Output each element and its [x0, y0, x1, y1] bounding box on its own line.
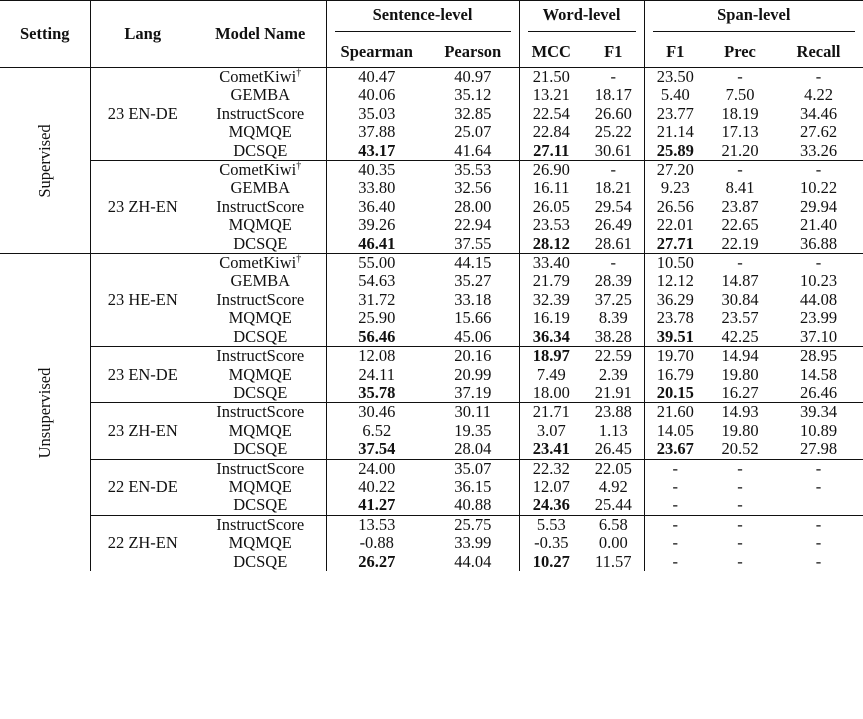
value-cell: 4.22	[804, 85, 833, 105]
value-cell: -	[737, 160, 743, 180]
value-cell: 35.12	[427, 86, 519, 104]
value-cell: 10.89	[799, 420, 838, 440]
model-name-cell	[195, 272, 326, 290]
value-cell: 30.11	[427, 403, 519, 422]
value-cell: 33.99	[427, 534, 519, 552]
model-name-cell	[195, 309, 326, 327]
value-cell: -	[737, 67, 743, 86]
table-row	[0, 403, 863, 422]
value-cell: 22.84	[532, 122, 570, 142]
value-cell: 35.53	[427, 161, 519, 180]
lang-cell: 22 ZH-EN	[107, 533, 178, 553]
model-name-cell	[195, 478, 326, 496]
value-cell: 39.34	[799, 402, 838, 422]
value-cell: 14.93	[721, 402, 759, 422]
value-cell: 23.87	[721, 196, 759, 216]
value-cell: -	[706, 496, 774, 515]
value-cell: 25.44	[583, 496, 644, 515]
setting-cell	[0, 68, 90, 254]
model-name: GEMBA	[230, 85, 291, 105]
lang-cell: 22 EN-DE	[90, 459, 195, 515]
value-cell: 39.26	[358, 215, 396, 235]
value-cell: 2.39	[583, 366, 644, 384]
model-name-cell	[195, 161, 326, 180]
value-cell: 19.80	[721, 420, 759, 440]
model-name: MQMQE	[228, 215, 292, 235]
value-cell: 25.89	[644, 142, 706, 161]
value-cell: 14.05	[656, 420, 694, 440]
value-cell: 28.39	[583, 272, 644, 290]
header-recall: Recall	[796, 41, 841, 61]
dagger-mark: †	[296, 67, 302, 79]
value-cell: 40.97	[427, 68, 519, 87]
table-row	[0, 68, 863, 87]
value-cell: 7.49	[536, 364, 566, 384]
model-name: CometKiwi	[219, 160, 297, 180]
value-cell: -	[644, 496, 706, 515]
value-cell: 40.47	[358, 67, 396, 86]
model-name-cell	[195, 459, 326, 478]
header-word-level: Word-level	[519, 1, 644, 38]
value-cell: 22.65	[721, 215, 759, 235]
value-cell: 18.17	[583, 86, 644, 104]
value-cell: 23.41	[519, 440, 583, 459]
model-name-cell	[195, 534, 326, 552]
model-name-cell	[195, 198, 326, 216]
value-cell: -	[815, 514, 822, 534]
value-cell: 7.50	[725, 85, 755, 105]
value-cell: 36.15	[427, 478, 519, 496]
value-cell: 25.75	[427, 515, 519, 534]
setting-label: Unsupervised	[34, 367, 54, 458]
model-name-cell	[195, 384, 326, 403]
value-cell: 20.16	[427, 347, 519, 366]
value-cell: 38.28	[583, 328, 644, 347]
setting-label: Supervised	[34, 123, 54, 198]
value-cell: -	[737, 458, 743, 478]
value-cell: 26.56	[656, 196, 694, 216]
model-name-cell	[195, 347, 326, 366]
value-cell: 28.00	[427, 198, 519, 216]
lang-cell: 23 HE-EN	[90, 254, 195, 347]
value-cell: 22.94	[427, 216, 519, 234]
value-cell: 24.00	[358, 458, 396, 478]
lang-cell: 23 ZH-EN	[90, 403, 195, 459]
value-cell: 33.18	[427, 291, 519, 309]
model-name: GEMBA	[230, 178, 291, 198]
value-cell: 19.80	[721, 364, 759, 384]
model-name: InstructScore	[216, 103, 305, 123]
value-cell: 42.25	[706, 328, 774, 347]
model-name-cell	[195, 142, 326, 161]
value-cell: 20.15	[644, 384, 706, 403]
value-cell: 22.54	[532, 103, 570, 123]
value-cell: 35.78	[326, 384, 427, 403]
value-cell: 22.32	[532, 458, 570, 478]
table-row	[0, 515, 863, 534]
model-name-cell	[195, 123, 326, 141]
model-name: DCSQE	[233, 326, 288, 346]
value-cell: 16.79	[656, 364, 694, 384]
value-cell: -	[737, 551, 743, 571]
value-cell: 11.57	[583, 553, 644, 571]
value-cell: 20.99	[427, 366, 519, 384]
header-spearman: Spearman	[340, 41, 413, 61]
value-cell: -	[672, 514, 679, 534]
value-cell: 21.71	[532, 402, 570, 422]
value-cell: 5.53	[536, 514, 566, 534]
value-cell: 8.39	[583, 309, 644, 327]
value-cell: 10.23	[799, 271, 838, 291]
model-name-cell	[195, 105, 326, 123]
value-cell: -	[583, 161, 644, 180]
value-cell: 34.46	[799, 103, 838, 123]
value-cell: 37.54	[326, 440, 427, 459]
value-cell: 3.07	[536, 420, 566, 440]
value-cell: 22.01	[656, 215, 694, 235]
value-cell: 28.95	[799, 346, 838, 366]
model-name-cell	[195, 254, 326, 273]
value-cell: 40.06	[358, 85, 396, 105]
value-cell: 37.55	[427, 235, 519, 254]
value-cell: -	[737, 253, 743, 273]
value-cell: 40.88	[427, 496, 519, 515]
value-cell: 26.46	[774, 384, 863, 403]
value-cell: 33.40	[532, 253, 570, 273]
value-cell: -	[815, 458, 822, 478]
model-name: DCSQE	[233, 495, 288, 515]
model-name-cell	[195, 291, 326, 309]
header-mcc: MCC	[531, 41, 571, 61]
model-name: InstructScore	[216, 514, 305, 534]
value-cell: 32.56	[427, 179, 519, 197]
value-cell: 23.53	[532, 215, 570, 235]
model-name: InstructScore	[216, 458, 305, 478]
value-cell: 26.49	[583, 216, 644, 234]
value-cell: 14.94	[721, 346, 759, 366]
header-setting: Setting	[0, 1, 90, 68]
value-cell: -	[815, 67, 822, 86]
header-span-level: Span-level	[644, 1, 863, 38]
value-cell: 28.61	[583, 235, 644, 254]
value-cell: 13.53	[358, 514, 396, 534]
model-name: InstructScore	[216, 402, 305, 422]
value-cell: -	[737, 476, 743, 496]
header-pearson: Pearson	[427, 37, 519, 68]
value-cell: 10.22	[799, 178, 838, 198]
value-cell: 19.70	[656, 346, 694, 366]
model-name: DCSQE	[233, 551, 288, 571]
value-cell: 44.08	[799, 289, 838, 309]
model-name-cell	[195, 553, 326, 571]
value-cell: 21.50	[532, 67, 570, 86]
value-cell: 1.13	[583, 422, 644, 440]
value-cell: 8.41	[725, 178, 755, 198]
value-cell: 25.07	[427, 123, 519, 141]
header-lang: Lang	[124, 23, 162, 43]
value-cell: 23.57	[721, 308, 759, 328]
value-cell: 44.04	[427, 553, 519, 571]
value-cell: 37.10	[774, 328, 863, 347]
model-name: MQMQE	[228, 364, 292, 384]
value-cell: 32.39	[532, 289, 570, 309]
value-cell: 36.29	[656, 289, 694, 309]
value-cell: 23.78	[656, 308, 694, 328]
value-cell: 22.05	[583, 459, 644, 478]
value-cell: 40.35	[358, 160, 396, 180]
value-cell: 41.27	[326, 496, 427, 515]
value-cell: 14.58	[799, 364, 838, 384]
value-cell: 25.90	[358, 308, 396, 328]
value-cell: 30.61	[583, 142, 644, 161]
value-cell: -	[583, 254, 644, 273]
model-name-cell	[195, 496, 326, 515]
value-cell: 35.07	[427, 459, 519, 478]
model-name: MQMQE	[228, 476, 292, 496]
model-name: MQMQE	[228, 122, 292, 142]
value-cell: 26.90	[532, 160, 570, 180]
model-name: CometKiwi	[219, 67, 297, 86]
table-row	[0, 459, 863, 478]
value-cell: 22.19	[721, 233, 759, 253]
value-cell: 46.41	[358, 233, 396, 253]
value-cell: 27.71	[656, 233, 694, 253]
value-cell: 23.88	[583, 403, 644, 422]
value-cell: 25.22	[583, 123, 644, 141]
value-cell: 5.40	[660, 85, 690, 105]
value-cell: 37.25	[583, 291, 644, 309]
value-cell: 26.45	[583, 440, 644, 459]
value-cell: 43.17	[326, 142, 427, 161]
value-cell: 23.50	[656, 67, 694, 86]
value-cell: 26.60	[583, 105, 644, 123]
value-cell: 35.27	[427, 272, 519, 290]
value-cell: 16.11	[533, 178, 570, 198]
model-name: DCSQE	[233, 382, 288, 402]
value-cell: 23.67	[644, 440, 706, 459]
value-cell: 36.40	[358, 196, 396, 216]
model-name: DCSQE	[233, 233, 288, 253]
setting-cell	[0, 254, 90, 571]
value-cell: 27.20	[656, 160, 694, 180]
value-cell: 21.60	[656, 402, 694, 422]
value-cell: 37.88	[358, 122, 396, 142]
value-cell: 32.85	[427, 105, 519, 123]
value-cell: 21.40	[799, 215, 838, 235]
value-cell: -	[815, 476, 822, 496]
model-name-cell	[195, 235, 326, 254]
value-cell: 10.27	[532, 551, 570, 571]
model-name-cell	[195, 422, 326, 440]
value-cell: -	[815, 253, 822, 273]
dagger-mark: †	[296, 160, 302, 172]
value-cell: 27.11	[519, 142, 583, 161]
value-cell: 6.58	[583, 515, 644, 534]
lang-cell: 23 ZH-EN	[107, 196, 178, 216]
value-cell: 18.97	[532, 346, 570, 366]
model-name: MQMQE	[228, 533, 292, 553]
model-name: CometKiwi	[219, 253, 297, 273]
header-prec: Prec	[724, 41, 756, 61]
value-cell: 12.12	[656, 271, 694, 291]
value-cell: 54.63	[358, 271, 396, 291]
value-cell: 15.66	[427, 309, 519, 327]
value-cell: 29.54	[583, 198, 644, 216]
value-cell: 24.11	[358, 364, 395, 384]
value-cell: 44.15	[427, 254, 519, 273]
value-cell: -	[737, 514, 743, 534]
header-span-f1: F1	[666, 41, 685, 61]
model-name-cell	[195, 68, 326, 87]
value-cell: 23.99	[799, 308, 838, 328]
model-name: MQMQE	[228, 420, 292, 440]
table-row	[0, 161, 863, 180]
value-cell: 22.59	[583, 347, 644, 366]
value-cell	[774, 496, 863, 515]
model-name: InstructScore	[216, 196, 305, 216]
header-sentence-level: Sentence-level	[326, 1, 519, 38]
value-cell: 55.00	[358, 253, 396, 273]
model-name-cell	[195, 403, 326, 422]
dagger-mark: †	[296, 253, 302, 265]
value-cell: 30.84	[721, 289, 759, 309]
value-cell: 36.34	[519, 328, 583, 347]
value-cell: 9.23	[660, 178, 690, 198]
value-cell: -	[815, 551, 822, 571]
value-cell: 21.91	[583, 384, 644, 403]
model-name: DCSQE	[233, 439, 288, 459]
model-name: InstructScore	[216, 346, 305, 366]
value-cell: 35.03	[358, 103, 396, 123]
value-cell: -	[815, 533, 822, 553]
model-name: MQMQE	[228, 308, 292, 328]
model-name-cell	[195, 179, 326, 197]
value-cell: 41.64	[427, 142, 519, 161]
value-cell: 28.12	[532, 233, 570, 253]
table-row	[0, 254, 863, 273]
value-cell: 21.79	[532, 271, 570, 291]
model-name-cell	[195, 328, 326, 347]
value-cell: 12.07	[532, 476, 570, 496]
value-cell: 28.04	[427, 440, 519, 459]
value-cell: 39.51	[644, 328, 706, 347]
model-name: DCSQE	[233, 140, 288, 160]
value-cell: 27.62	[799, 122, 838, 142]
value-cell: 30.46	[358, 402, 396, 422]
model-name: InstructScore	[216, 289, 305, 309]
value-cell: -	[672, 476, 679, 496]
value-cell: 36.88	[799, 233, 838, 253]
model-name-cell	[195, 440, 326, 459]
value-cell: 6.52	[362, 420, 392, 440]
header-model: Model Name	[195, 1, 326, 68]
lang-cell: 23 EN-DE	[90, 68, 195, 161]
value-cell: -0.88	[359, 533, 394, 553]
value-cell: 20.52	[706, 440, 774, 459]
model-name-cell	[195, 86, 326, 104]
value-cell: 13.21	[532, 85, 570, 105]
lang-cell: 23 EN-DE	[90, 347, 195, 403]
value-cell: 33.80	[358, 178, 396, 198]
model-name-cell	[195, 515, 326, 534]
value-cell: 16.27	[706, 384, 774, 403]
value-cell: 37.19	[427, 384, 519, 403]
model-name-cell	[195, 216, 326, 234]
value-cell: 27.98	[774, 440, 863, 459]
value-cell: 4.92	[583, 478, 644, 496]
value-cell: 18.00	[519, 384, 583, 403]
value-cell: 26.05	[532, 196, 570, 216]
value-cell: 29.94	[799, 196, 838, 216]
value-cell: 18.19	[721, 103, 759, 123]
value-cell: 40.22	[358, 476, 396, 496]
value-cell: -	[672, 458, 679, 478]
model-name: GEMBA	[230, 271, 291, 291]
value-cell: 10.50	[656, 253, 694, 273]
value-cell: 21.14	[656, 122, 694, 142]
value-cell: -	[815, 160, 822, 180]
value-cell: 31.72	[358, 289, 396, 309]
value-cell: 12.08	[358, 346, 396, 366]
model-name-cell	[195, 366, 326, 384]
value-cell: -	[672, 551, 679, 571]
value-cell: 23.77	[656, 103, 694, 123]
value-cell: 14.87	[721, 271, 759, 291]
header-word-f1: F1	[583, 37, 644, 68]
value-cell: 33.26	[774, 142, 863, 161]
value-cell: 17.13	[721, 122, 759, 142]
value-cell: -	[583, 68, 644, 87]
value-cell: 0.00	[583, 534, 644, 552]
value-cell: 26.27	[358, 551, 396, 571]
value-cell: 18.21	[583, 179, 644, 197]
value-cell: -	[672, 533, 679, 553]
value-cell: 16.19	[532, 308, 570, 328]
value-cell: 24.36	[519, 496, 583, 515]
value-cell: -	[737, 533, 743, 553]
value-cell: 45.06	[427, 328, 519, 347]
table-row	[0, 347, 863, 366]
value-cell: -0.35	[534, 533, 569, 553]
value-cell: 21.20	[706, 142, 774, 161]
value-cell: 56.46	[326, 328, 427, 347]
value-cell: 19.35	[427, 422, 519, 440]
